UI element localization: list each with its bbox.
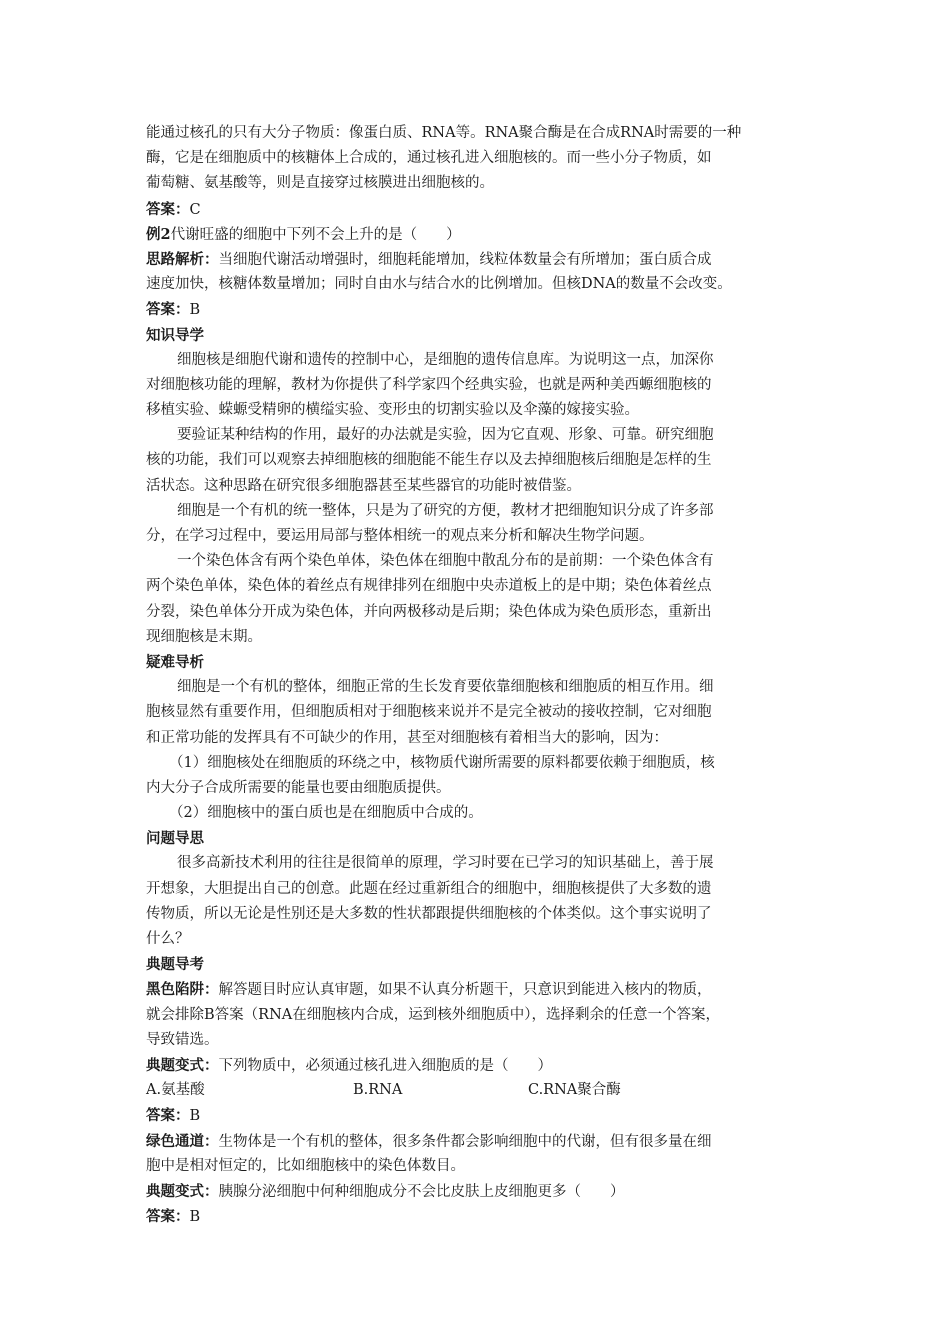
section-heading-typical: 典题导考	[146, 956, 204, 974]
paragraph-line: 很多高新技术利用的往往是很简单的原理，学习时要在已学习的知识基础上，善于展	[177, 855, 714, 872]
answer-value: C	[189, 201, 201, 218]
paragraph-line: 和正常功能的发挥具有不可缺少的作用，甚至对细胞核有着相当大的影响，因为：	[146, 729, 668, 746]
green-text: 生物体是一个有机的整体，很多条件都会影响细胞中的代谢，但有很多量在细	[218, 1133, 712, 1150]
paragraph-line: 现细胞核是末期。	[146, 628, 262, 645]
paragraph-line: 胞核显然有重要作用，但细胞质相对于细胞核来说并不是完全被动的接收控制，它对细胞	[146, 704, 712, 721]
example-label: 例2	[146, 225, 171, 243]
trap-text: 解答题目时应认真审题，如果不认真分析题干，只意识到能进入核内的物质，	[218, 982, 712, 999]
example-2	[146, 222, 812, 247]
paragraph-line: 两个染色单体，染色体的着丝点有规律排列在细胞中央赤道板上的是中期；染色体着丝点	[146, 578, 712, 595]
green-line: 胞中是相对恒定的，比如细胞核中的染色体数目。	[146, 1157, 465, 1174]
answer-value: B	[189, 1209, 201, 1226]
paragraph-line: 分裂，染色单体分开成为染色体，并向两极移动是后期；染色体成为染色质形态，重新出	[146, 603, 712, 620]
answer-value: B	[189, 1108, 201, 1125]
answer-label: 答案：	[146, 200, 190, 218]
answer-2	[146, 297, 812, 322]
section-heading-question: 问题导思	[146, 830, 204, 848]
trap-line	[146, 977, 812, 1002]
paragraph-line: 什么？	[146, 931, 190, 947]
variant-text: 下列物质中，必须通过核孔进入细胞质的是（ ）	[218, 1057, 552, 1074]
analysis-line	[146, 247, 812, 272]
list-item-line: （2）细胞核中的蛋白质也是在细胞质中合成的。	[169, 805, 483, 822]
paragraph-line: 传物质，所以无论是性别还是大多数的性状都跟提供细胞核的个体类似。这个事实说明了	[146, 905, 712, 922]
paragraph-line: 要验证某种结构的作用，最好的办法就是实验，因为它直观、形象、可靠。研究细胞	[177, 427, 714, 444]
answer-label: 答案：	[146, 1107, 190, 1125]
section-heading-knowledge: 知识导学	[146, 326, 204, 344]
paragraph-line: 细胞核是细胞代谢和遗传的控制中心，是细胞的遗传信息库。为说明这一点，加深你	[177, 351, 714, 368]
trap-label: 黑色陷阱：	[146, 981, 219, 999]
list-item-line: （1）细胞核处在细胞质的环绕之中，核物质代谢所需要的原料都要依赖于细胞质，核	[169, 754, 715, 771]
analysis-text: 当细胞代谢活动增强时，细胞耗能增加，线粒体数量会有所增加；蛋白质合成	[218, 251, 712, 268]
variant-1	[146, 1053, 812, 1078]
paragraph-line: 一个染色体含有两个染色单体，染色体在细胞中散乱分布的是前期：一个染色体含有	[177, 553, 714, 570]
section-heading-difficulty: 疑难导析	[146, 653, 204, 671]
intro-line: 酶，它是在细胞质中的核糖体上合成的，通过核孔进入细胞核的。而一些小分子物质，如	[146, 150, 712, 167]
green-label: 绿色通道：	[146, 1132, 219, 1150]
trap-line: 就会排除B答案（RNA在细胞核内合成，运到核外细胞质中），选择剩余的任意一个答案，	[146, 1006, 720, 1023]
analysis-line: 速度加快，核糖体数量增加；同时自由水与结合水的比例增加。但核DNA的数量不会改变。	[146, 276, 732, 293]
list-item-line: 内大分子合成所需要的能量也要由细胞质提供。	[146, 779, 451, 796]
variant-text: 胰腺分泌细胞中何种细胞成分不会比皮肤上皮细胞更多（ ）	[218, 1183, 625, 1200]
option-b: B.RNA	[353, 1082, 403, 1099]
intro-line: 葡萄糖、氨基酸等，则是直接穿过核膜进出细胞核的。	[146, 175, 494, 192]
answer-4	[146, 1204, 812, 1229]
trap-line: 导致错选。	[146, 1031, 219, 1048]
paragraph-line: 细胞是一个有机的统一整体，只是为了研究的方便，教材才把细胞知识分成了许多部	[177, 502, 714, 519]
paragraph-line: 核的功能，我们可以观察去掉细胞核的细胞能不能生存以及去掉细胞核后细胞是怎样的生	[146, 452, 712, 469]
green-line	[146, 1129, 812, 1154]
answer-value: B	[189, 302, 201, 319]
variant-label: 典题变式：	[146, 1182, 219, 1200]
variant-2	[146, 1179, 812, 1204]
option-a: A.氨基酸	[146, 1082, 205, 1099]
option-c: C.RNA聚合酶	[528, 1082, 621, 1099]
paragraph-line: 对细胞核功能的理解，教材为你提供了科学家四个经典实验，也就是两种美西螈细胞核的	[146, 376, 712, 393]
answer-1	[146, 197, 812, 222]
analysis-label: 思路解析：	[146, 250, 219, 268]
options-row	[146, 1078, 812, 1103]
variant-label: 典题变式：	[146, 1056, 219, 1074]
paragraph-line: 活状态。这种思路在研究很多细胞器甚至某些器官的功能时被借鉴。	[146, 477, 581, 494]
paragraph-line: 开想象，大胆提出自己的创意。此题在经过重新组合的细胞中，细胞核提供了大多数的遗	[146, 880, 712, 897]
paragraph-line: 移植实验、蝾螈受精卵的横缢实验、变形虫的切割实验以及伞藻的嫁接实验。	[146, 402, 639, 419]
paragraph-line: 分，在学习过程中，要运用局部与整体相统一的观点来分析和解决生物学问题。	[146, 528, 654, 544]
document-page	[146, 121, 812, 1229]
answer-label: 答案：	[146, 301, 190, 319]
paragraph-line: 细胞是一个有机的整体，细胞正常的生长发育要依靠细胞核和细胞质的相互作用。细	[177, 679, 714, 696]
intro-line: 能通过核孔的只有大分子物质：像蛋白质、RNA等。RNA聚合酶是在合成RNA时需要的一种	[146, 125, 742, 141]
answer-3	[146, 1103, 812, 1128]
example-text: 代谢旺盛的细胞中下列不会上升的是（ ）	[170, 226, 461, 243]
answer-label: 答案：	[146, 1208, 190, 1226]
